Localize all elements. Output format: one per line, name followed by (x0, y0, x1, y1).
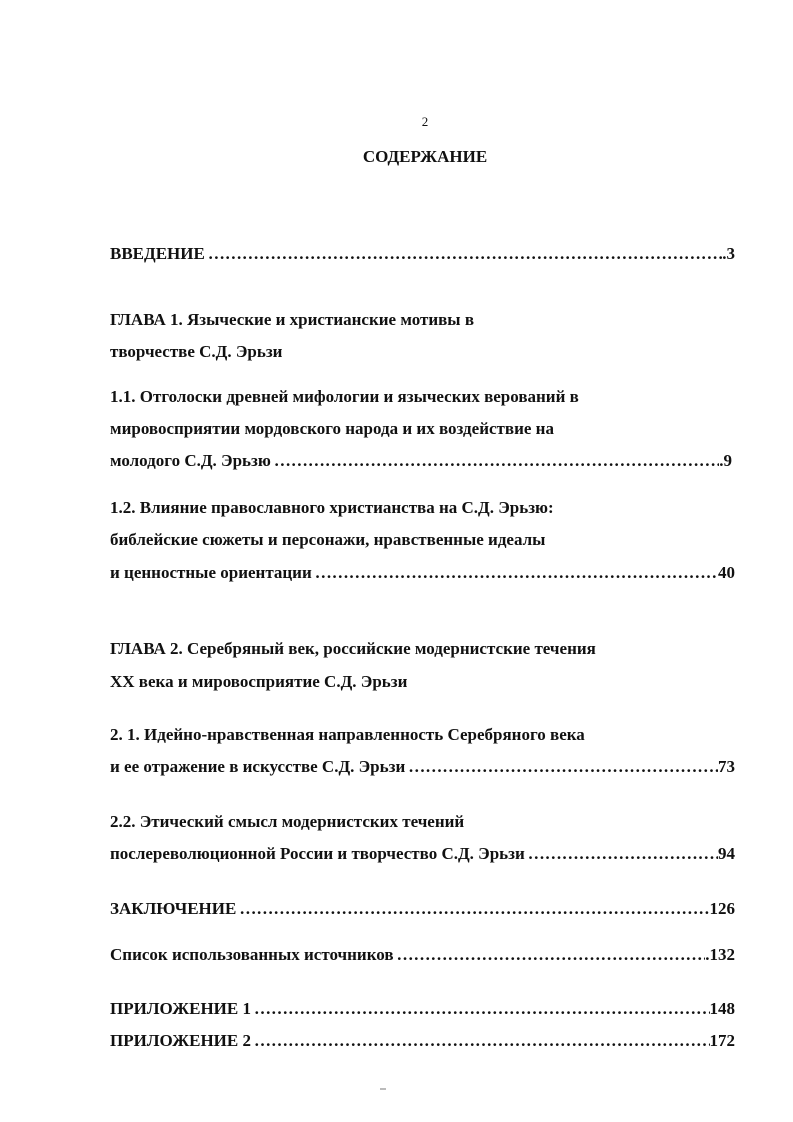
chapter1-title-line1: ГЛАВА 1. Языческие и христианские мотивы в (110, 310, 475, 329)
dot-leader (528, 843, 718, 865)
toc-entry-1-1 (110, 450, 732, 472)
dot-leader (408, 756, 718, 778)
toc-page-number: .9 (719, 451, 732, 470)
toc-page-number: 94 (718, 844, 735, 863)
toc-title: СОДЕРЖАНИЕ (362, 147, 488, 166)
toc-entry-label: ПРИЛОЖЕНИЕ 1 (110, 999, 251, 1018)
section-1-1-line1: 1.1. Отголоски древней мифологии и языческих верований в (110, 387, 579, 406)
toc-entry-conclusion (110, 898, 735, 920)
dot-leader (254, 1030, 710, 1052)
toc-page-number: 40 (718, 563, 735, 582)
dot-leader (239, 898, 709, 920)
toc-entry-label: и ценностные ориентации (110, 563, 312, 582)
dot-leader (315, 562, 718, 584)
dot-leader (397, 944, 706, 966)
section-2-1-line1: 2. 1. Идейно-нравственная направленность Серебряного века (110, 725, 585, 744)
toc-entry-sources (110, 944, 735, 966)
toc-entry-label: Список использованных источников (110, 945, 394, 964)
toc-entry-label: и ее отражение в искусстве С.Д. Эрьзи (110, 757, 406, 776)
toc-page-number: 73 (718, 757, 735, 776)
toc-page-number: .132 (705, 945, 735, 964)
section-1-1-line2: мировосприятии мордовского народа и их воздействие на (110, 419, 554, 438)
toc-entry-label: ВВЕДЕНИЕ (110, 244, 205, 263)
scan-speck (380, 1088, 386, 1090)
chapter2-title-line1: ГЛАВА 2. Серебряный век, российские модернистские течения (110, 639, 596, 658)
toc-page-number: 172 (709, 1031, 735, 1050)
section-2-2-line1: 2.2. Этический смысл модернистских течений (110, 812, 465, 831)
dot-leader (274, 450, 719, 472)
toc-entry-intro (110, 243, 735, 265)
dot-leader (208, 243, 722, 265)
toc-entry-appendix1 (110, 998, 735, 1020)
toc-entry-2-2 (110, 843, 735, 865)
toc-page-number: 148 (709, 999, 735, 1018)
toc-entry-2-1 (110, 756, 735, 778)
page-number: 2 (421, 114, 429, 129)
dot-leader (254, 998, 710, 1020)
toc-entry-label: молодого С.Д. Эрьзю (110, 451, 271, 470)
section-1-2-line1: 1.2. Влияние православного христианства на С.Д. Эрьзю: (110, 498, 554, 517)
toc-entry-label: ПРИЛОЖЕНИЕ 2 (110, 1031, 251, 1050)
toc-entry-label: ЗАКЛЮЧЕНИЕ (110, 899, 237, 918)
toc-entry-label: послереволюционной России и творчество С.Д. Эрьзи (110, 844, 525, 863)
toc-page-number: .3 (722, 244, 735, 263)
chapter1-title-line2: творчестве С.Д. Эрьзи (110, 342, 283, 361)
section-1-2-line2: библейские сюжеты и персонажи, нравственные идеалы (110, 530, 546, 549)
toc-entry-1-2 (110, 562, 735, 584)
toc-entry-appendix2 (110, 1030, 735, 1052)
toc-page-number: 126 (709, 899, 735, 918)
chapter2-title-line2: XX века и мировосприятие С.Д. Эрьзи (110, 672, 408, 691)
